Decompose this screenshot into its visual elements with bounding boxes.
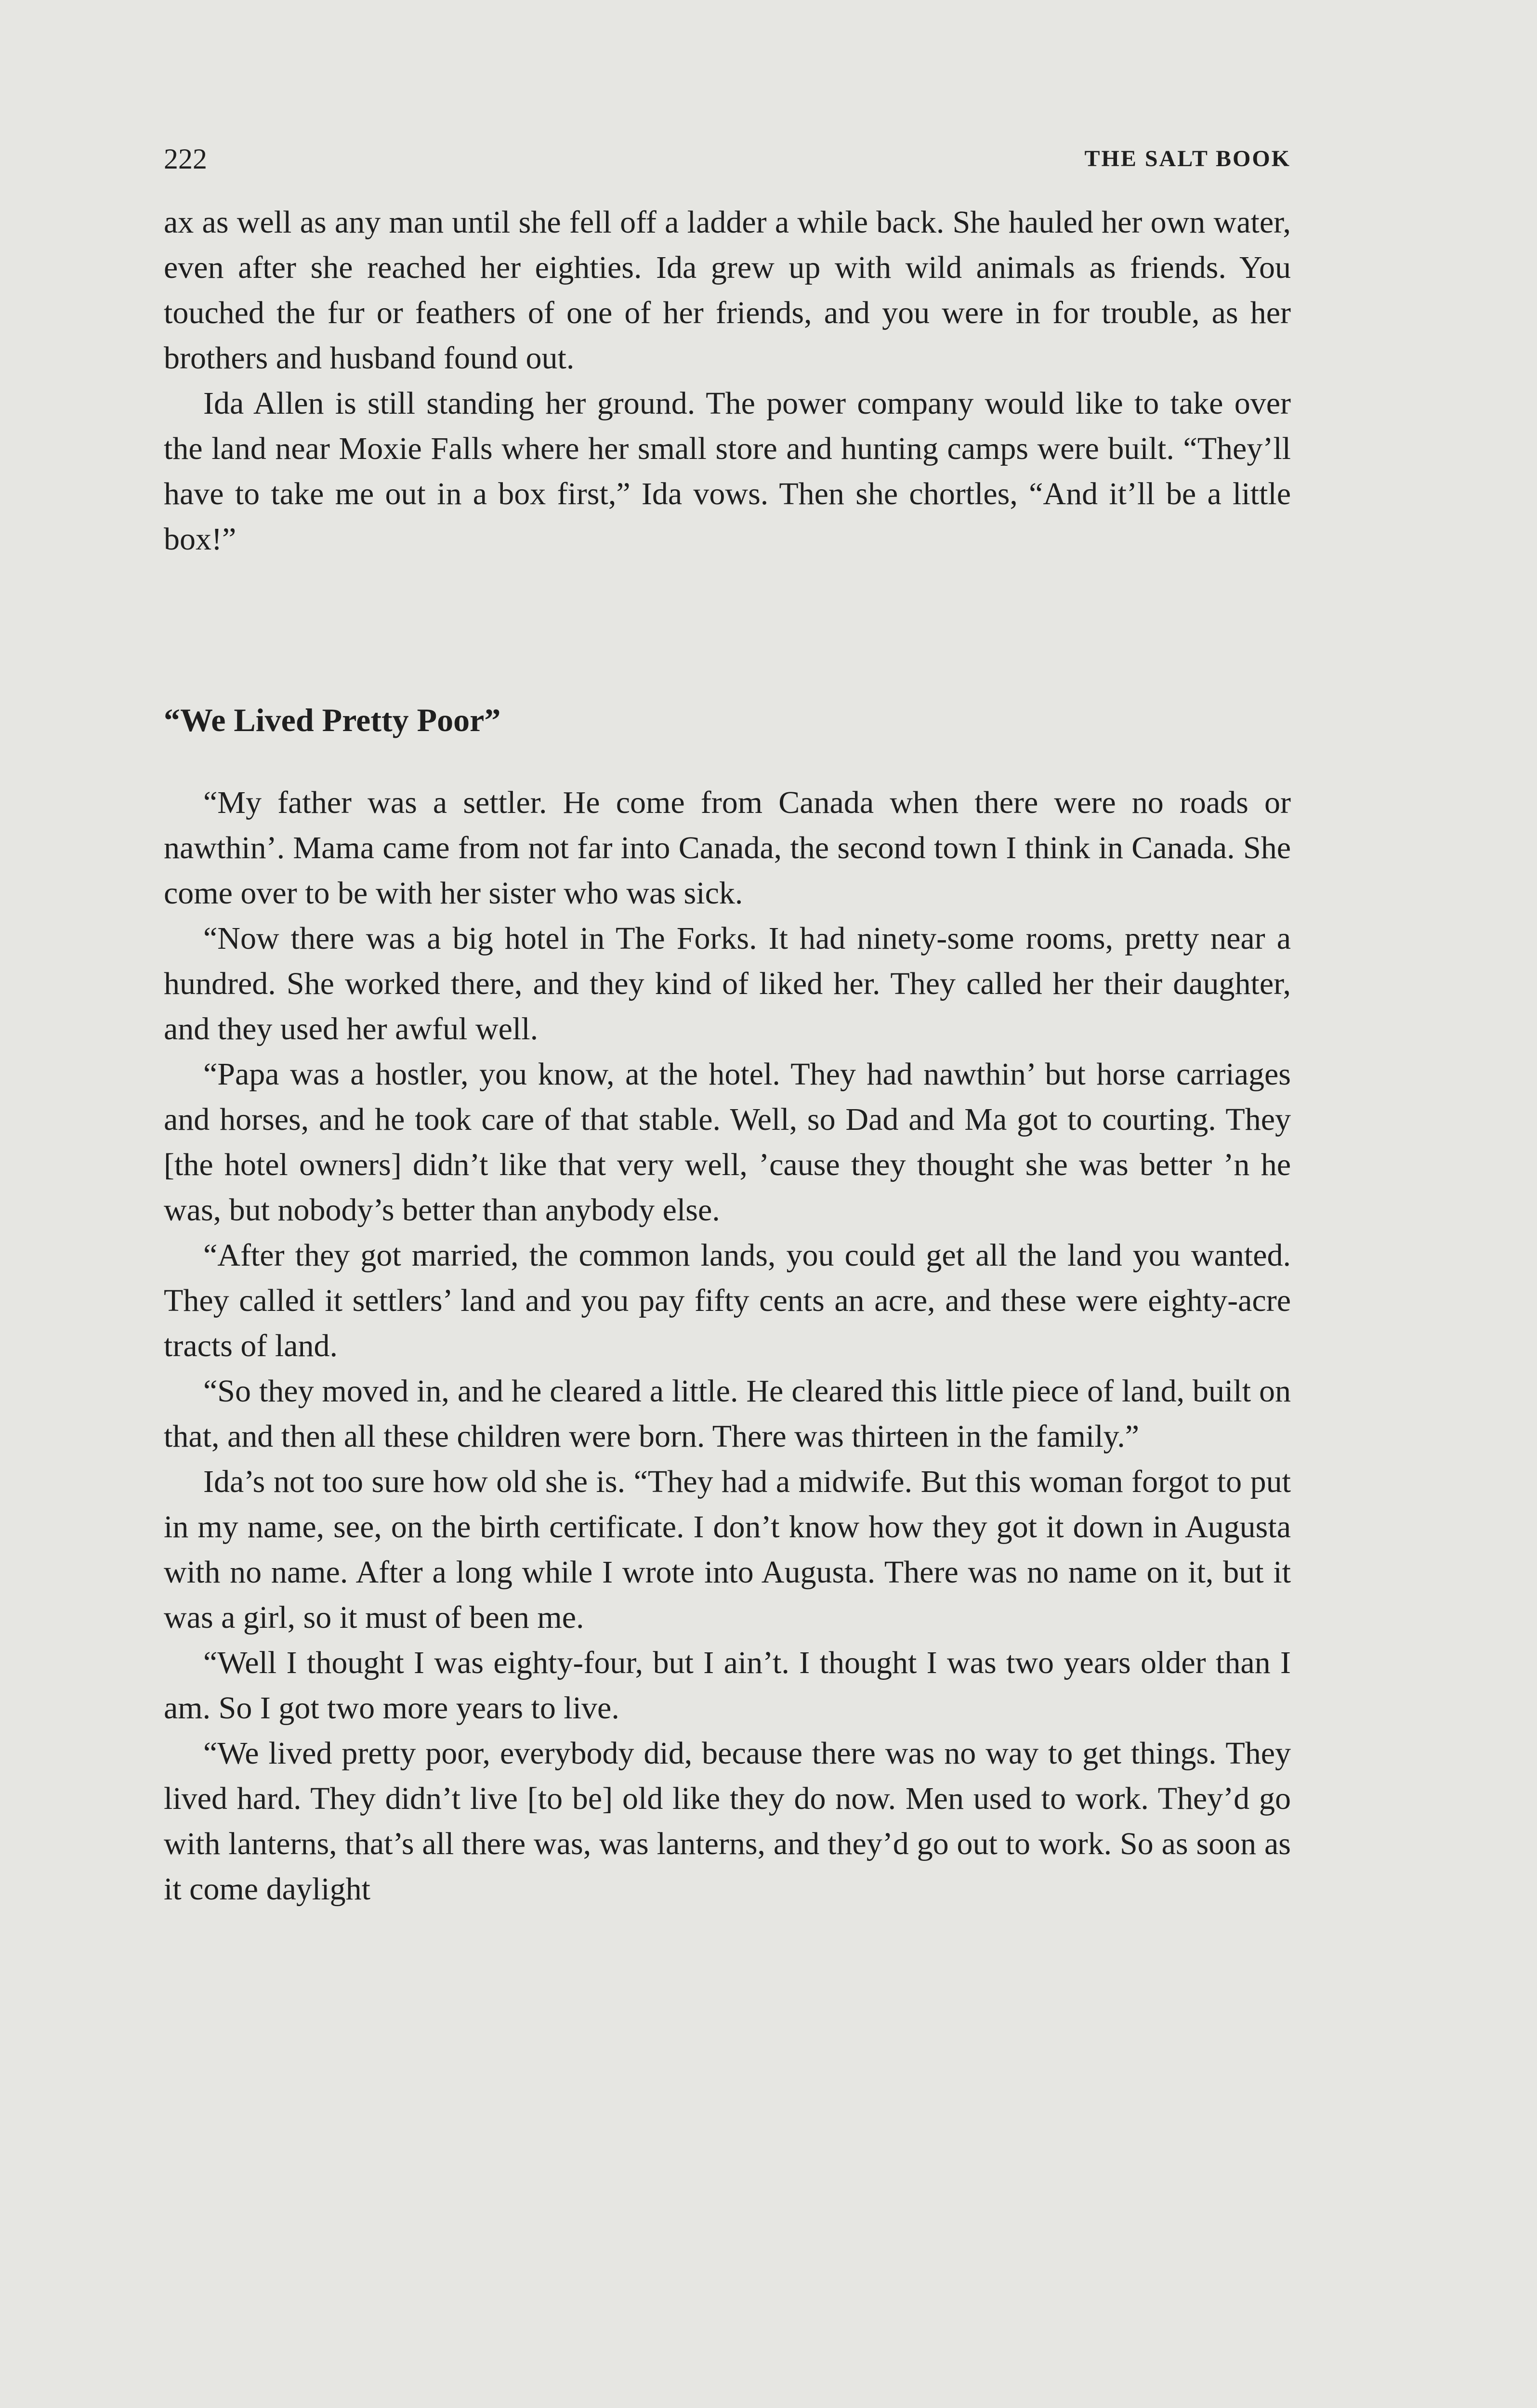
page-number: 222 [164,143,207,175]
paragraph: “My father was a settler. He come from Canada when there were no roads or nawthin’. Mama came from not far into Canada, the second town I think in Canada. She come over to be with her sister who was sick. [164,785,1291,911]
intro-text [164,200,1291,562]
paragraph: “Papa was a hostler, you know, at the hotel. They had nawthin’ but horse carriages and horses, and he took care of that stable. Well, so Dad and Ma got to courting. They [the hotel owners] didn’t like that very well, ’cause they thought she was better ’n he was, but nobody’s better than anybody else. [164,1057,1291,1228]
paragraph: “Well I thought I was eighty-four, but I ain’t. I thought I was two years older than I am. So I got two more years to live. [164,1645,1291,1726]
book-title: THE SALT BOOK [1084,146,1291,171]
paragraph: ax as well as any man until she fell off a ladder a while back. She hauled her own water, even after she reached her eighties. Ida grew up with wild animals as friends. You touched the fur or feathers of one of her friends, and you were in for trouble, as her brothers and husband found out. [164,205,1291,376]
paragraph: “So they moved in, and he cleared a little. He cleared this little piece of land, built on that, and then all these children were born. There was thirteen in the family.” [164,1374,1291,1454]
paragraph: Ida’s not too sure how old she is. “They had a midwife. But this woman forgot to put in my name, see, on the birth certificate. I don’t know how they got it down in Augusta with no name. After a long while I wrote into Augusta. There was no name on it, but it was a girl, so it must of been me. [164,1464,1291,1635]
paragraph: “Now there was a big hotel in The Forks. It had ninety-some rooms, pretty near a hundred. She worked there, and they kind of liked her. They called her their daughter, and they used her awful well. [164,921,1291,1047]
running-head [164,135,1291,183]
section-text [164,780,1291,1912]
section-heading: “We Lived Pretty Poor” [164,702,501,738]
paragraph: “After they got married, the common lands, you could get all the land you wanted. They called it settlers’ land and you pay fifty cents an acre, and these were eighty-acre tracts of land. [164,1238,1291,1363]
paragraph: Ida Allen is still standing her ground. The power company would like to take over the land near Moxie Falls where her small store and hunting camps were built. “They’ll have to take me out in a box first,” Ida vows. Then she chortles, “And it’ll be a little box!” [164,386,1291,557]
paragraph: “We lived pretty poor, everybody did, because there was no way to get things. They lived hard. They didn’t live [to be] old like they do now. Men used to work. They’d go with lanterns, that’s all there was, was lanterns, and they’d go out to work. So as soon as it come daylight [164,1736,1291,1907]
